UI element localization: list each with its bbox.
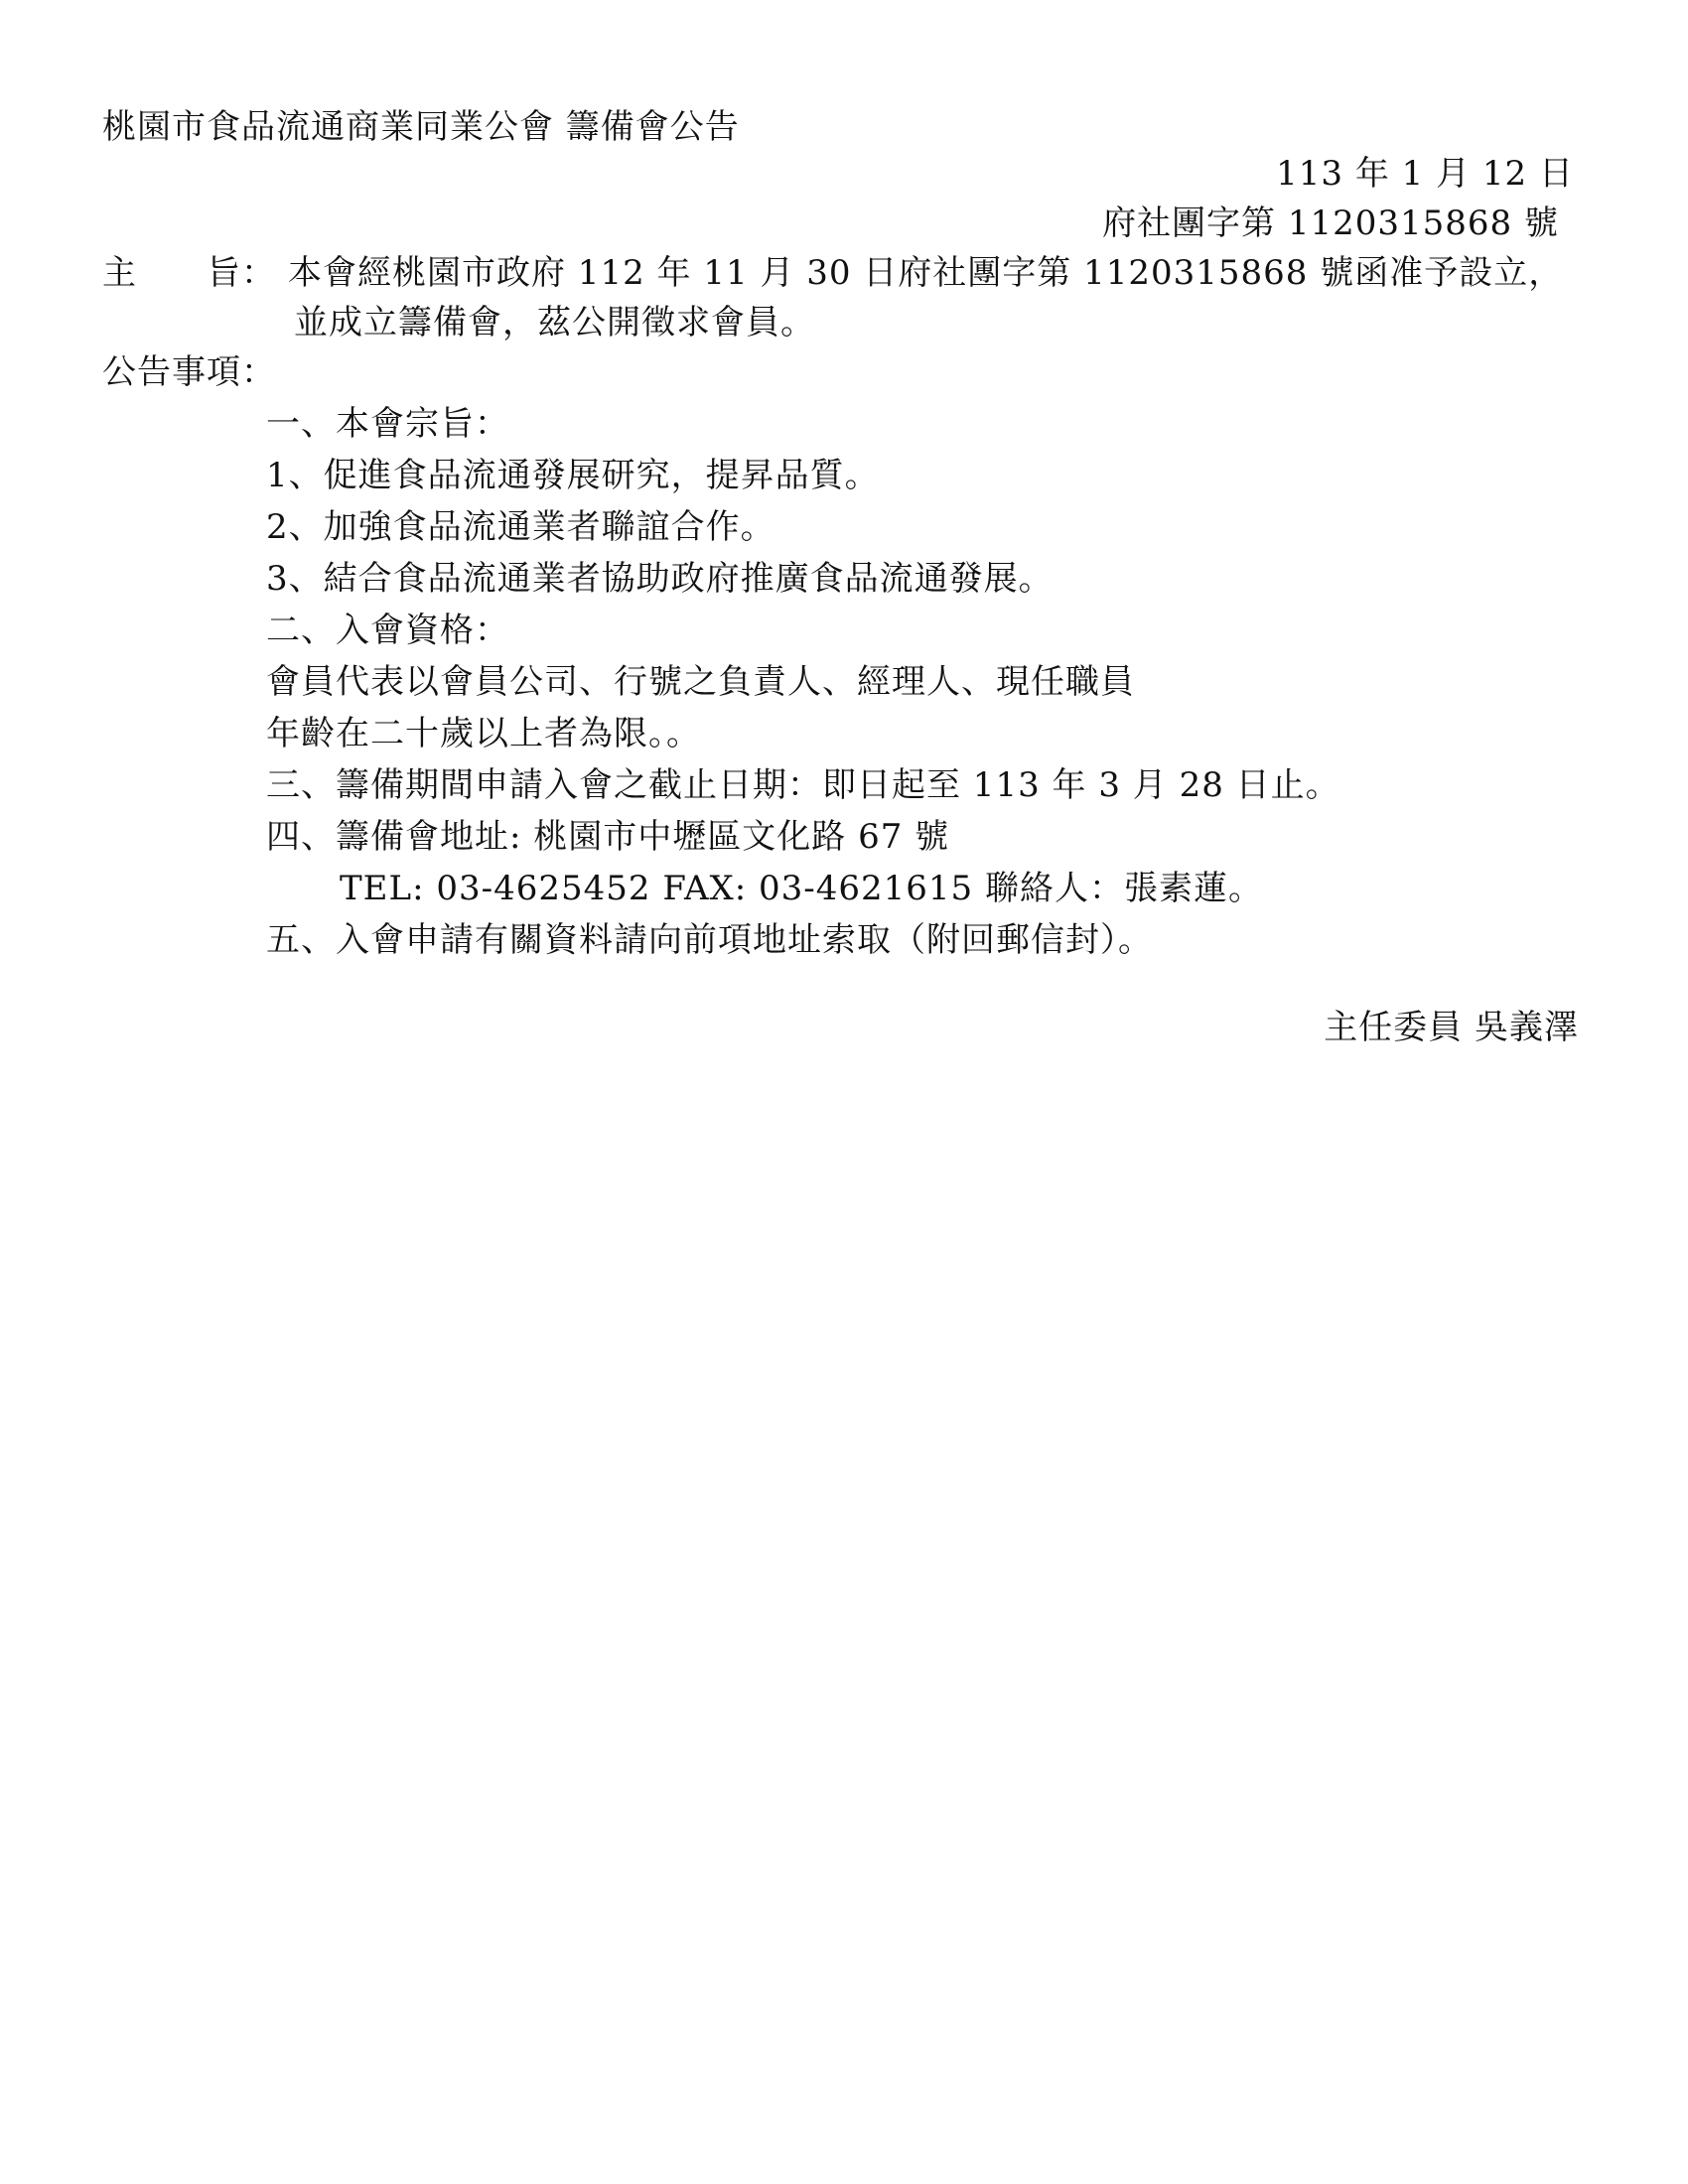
notice-item: 1、促進食品流通發展研究，提昇品質。 [266,456,880,495]
notice-item: 3、結合食品流通業者協助政府推廣食品流通發展。 [266,559,1054,599]
contact-line: TEL: 03-4625452 FAX: 03-4621615 聯絡人：張素蓮。 [340,869,1263,908]
subject-line-1: 本會經桃園市政府 112 年 11 月 30 日府社團字第 1120315868 號函准予設立， [288,253,1564,293]
notice-item: 2、加強食品流通業者聯誼合作。 [266,507,775,547]
subject-line-2: 並成立籌備會，茲公開徵求會員。 [294,303,815,342]
subject-label: 主 旨： [102,253,276,293]
notice-item: 年齡在二十歲以上者為限。。 [266,714,701,753]
notice-item: 會員代表以會員公司、行號之負責人、經理人、現任職員 [266,662,1135,702]
notice-item: 二、入會資格： [266,611,509,650]
signature: 主任委員 吳義澤 [1324,1008,1579,1047]
notice-label: 公告事項： [102,352,276,392]
notice-item: 五、入會申請有關資料請向前項地址索取（附回郵信封）。 [266,920,1153,960]
notice-item: 三、籌備期間申請入會之截止日期：即日起至 113 年 3 月 28 日止。 [266,765,1340,805]
notice-item: 一、本會宗旨： [266,404,509,444]
document-date: 113 年 1 月 12 日 [1276,154,1574,194]
document-number: 府社團字第 1120315868 號 [1102,204,1559,243]
document-title: 桃園市食品流通商業同業公會 籌備會公告 [102,107,740,147]
notice-item: 四、籌備會地址: 桃園市中壢區文化路 67 號 [266,817,950,857]
